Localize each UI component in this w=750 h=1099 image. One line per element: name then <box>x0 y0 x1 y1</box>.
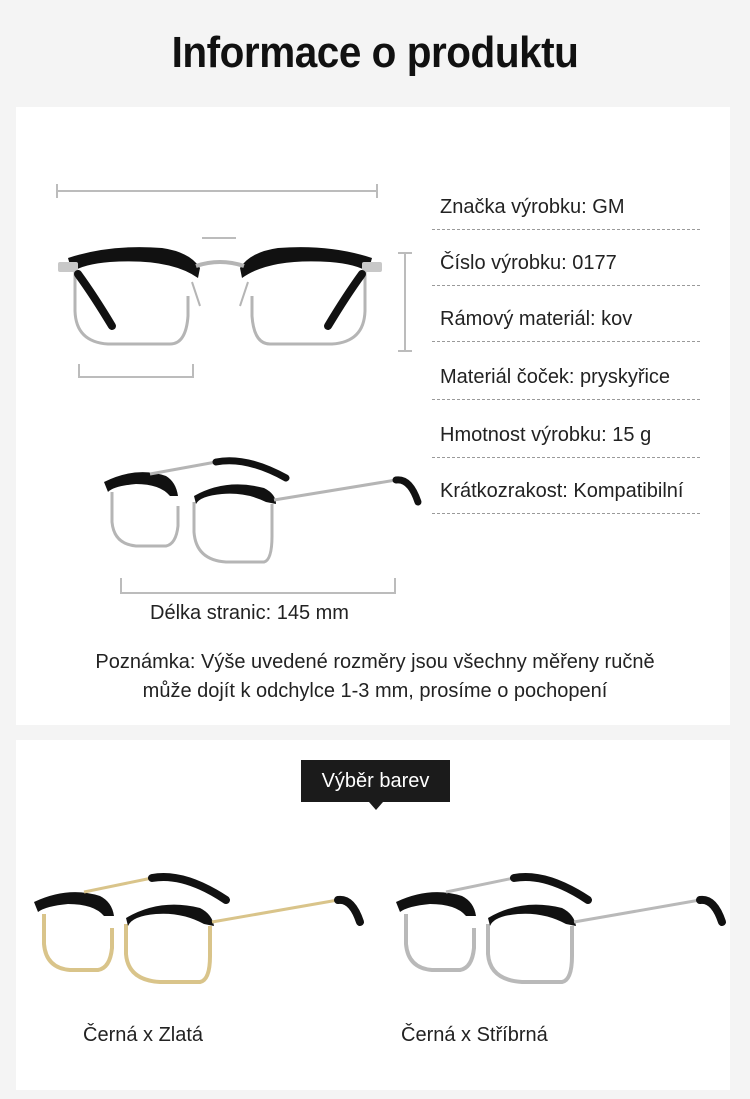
spec-row-product-number <box>432 230 700 286</box>
page-title: Informace o produktu <box>171 28 579 77</box>
spec-frame-material-text: Rámový materiál: kov <box>440 308 633 330</box>
lens-width-tick-left <box>78 364 80 378</box>
temple-length-tick-left <box>120 578 122 594</box>
spec-weight-text: Hmotnost výrobku: 15 g <box>440 424 652 446</box>
measurement-note <box>0 648 750 706</box>
spec-brand-text: Značka výrobku: GM <box>440 196 625 218</box>
badge-pointer <box>369 802 383 810</box>
lens-height-tick-top <box>398 252 412 254</box>
color-option-gold-label[interactable]: Černá x Zlatá <box>83 1024 204 1046</box>
lens-width-line <box>78 376 194 378</box>
spec-row-weight <box>432 402 700 458</box>
total-width-tick-left <box>56 184 58 198</box>
glasses-gold-variant[interactable] <box>28 870 368 986</box>
spec-row-lens-material <box>432 344 700 400</box>
lens-height-tick-bottom <box>398 350 412 352</box>
spec-row-myopia <box>432 458 700 514</box>
lens-width-tick-right <box>192 364 194 378</box>
temple-length-tick-right <box>394 578 396 594</box>
color-option-silver-label[interactable]: Černá x Stříbrná <box>401 1024 548 1046</box>
total-width-line <box>56 190 378 192</box>
glasses-front-view <box>50 236 390 352</box>
spec-product-number-text: Číslo výrobku: 0177 <box>440 252 617 274</box>
spec-row-brand <box>432 174 700 230</box>
note-line-1: Poznámka: Výše uvedené rozměry jsou všechny měřeny ručně <box>95 651 655 673</box>
glasses-side-view <box>96 452 426 568</box>
lens-height-line <box>404 252 406 352</box>
color-selection-badge: Výběr barev <box>301 760 450 802</box>
glasses-silver-variant[interactable] <box>390 870 730 986</box>
spec-row-frame-material <box>432 286 700 342</box>
temple-length-line <box>120 592 396 594</box>
temple-length-label: Délka stranic: 145 mm <box>150 602 349 624</box>
total-width-tick-right <box>376 184 378 198</box>
note-line-2: může dojít k odchylce 1-3 mm, prosíme o pochopení <box>142 680 608 702</box>
spec-myopia-text: Krátkozrakost: Kompatibilní <box>440 480 684 502</box>
spec-lens-material-text: Materiál čoček: pryskyřice <box>440 366 671 388</box>
